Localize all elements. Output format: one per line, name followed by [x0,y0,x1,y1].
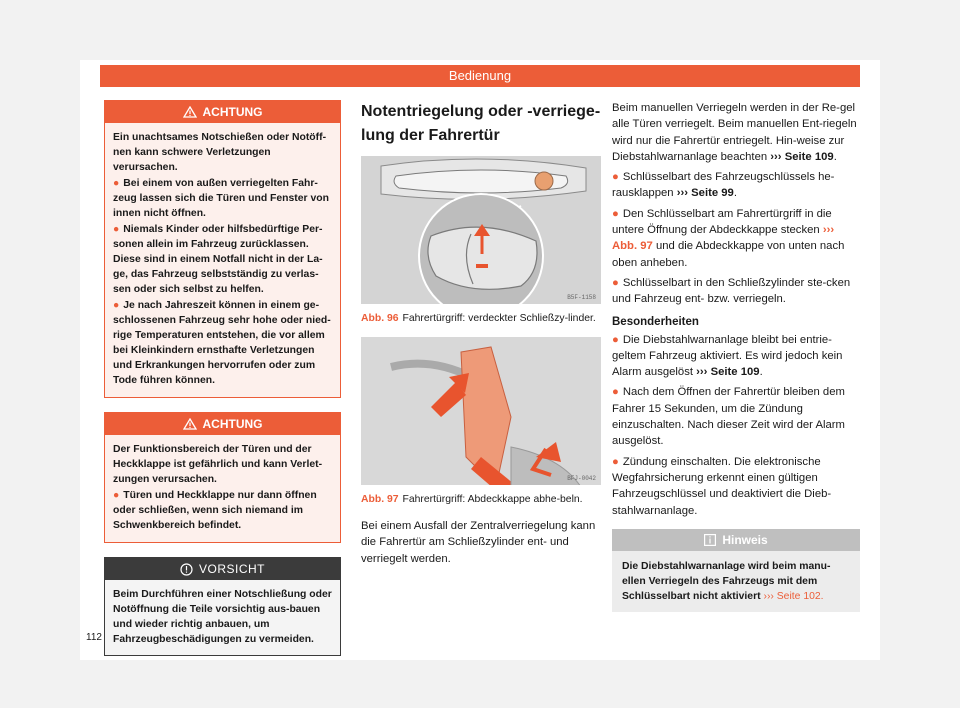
warning-triangle-icon [183,106,197,118]
instruction-paragraph: Beim manuellen Verriegeln werden in der Re-gel alle Türen verriegelt. Beim manuellen Ent-riegeln wird nur die Fahrertür entriegelt. Hin-weise zur Diebstahlwarnanlage beachten ››› Seite 109. [612,102,857,163]
warning-title: ACHTUNG [202,105,263,119]
figure-97 [361,337,601,485]
figure-label: Abb. 96 [361,313,399,324]
warning-triangle-icon [183,418,197,430]
figure-caption: Abb. 96 Fahrertürgriff: verdeckter Schließzy-linder. [361,313,596,324]
column-section [361,100,601,571]
door-handle-illustration [361,156,601,304]
warning-bullet: ● Türen und Heckklappe nur dann öffnen oder schließen, wenn sich niemand im Schwenkbereich befindet. [113,490,317,531]
special-item: ● Die Diebstahlwarnanlage bleibt bei entrie-geltem Fahrzeug aktiviert. Es wird jedoch kein Alarm ausgelöst ››› Seite 109. [612,333,843,379]
bullet-icon: ● [612,207,619,220]
warning-box-1 [104,100,341,398]
caution-box [104,557,341,656]
warning-intro: Der Funktionsbereich der Türen und der Heckklappe ist gefährlich und kann Verlet-zungen verursachen. [113,444,323,485]
section-intro: Bei einem Ausfall der Zentralverriegelung kann die Fahrertür am Schließzylinder ent- und verriegelt werden. [361,520,596,565]
instruction-step: ● Schlüsselbart in den Schließzylinder ste-cken und Fahrzeug ent- bzw. verriegeln. [612,276,851,306]
info-circle-icon [180,563,193,576]
bullet-icon: ● [113,300,120,311]
bullet-icon: ● [612,386,619,399]
bullet-icon: ● [113,178,120,189]
figure-label: Abb. 97 [361,494,399,505]
warning-intro: Ein unachtsames Notschießen oder Notöff-nen kann schwere Verletzungen verursachen. [113,132,327,173]
special-item: ● Nach dem Öffnen der Fahrertür bleiben dem Fahrer 15 Sekunden, um die Zündung einzuschalten. Nach dieser Zeit wird der Alarm ausgelöst. [612,386,845,448]
instruction-step: ● Schlüsselbart des Fahrzeugschlüssels he-rausklappen ››› Seite 99. [612,171,835,200]
figure-96 [361,156,601,304]
bullet-icon: ● [612,171,619,184]
bullet-icon: ● [612,333,619,346]
bullet-icon: ● [612,455,619,468]
special-item: ● Zündung einschalten. Die elektronische Wegfahrsicherung erkennt einen gültigen Fahrzeugschlüssel und deaktiviert die Dieb-stahlwarnanlage. [612,455,832,517]
warning-title: ACHTUNG [202,417,263,431]
warning-box-2 [104,412,341,543]
column-instructions [612,100,860,612]
bullet-icon: ● [113,224,120,235]
page-header: Bedienung [100,65,860,87]
hint-title: Hinweis [722,532,768,547]
column-warnings [104,100,341,656]
figure-reference-link[interactable]: ››› Abb. 97 [612,224,835,253]
page-number: 112 [86,632,102,643]
figure-caption: Abb. 97 Fahrertürgriff: Abdeckkappe abhe-beln. [361,494,583,505]
warning-bullet: ● Je nach Jahreszeit können in einem ge-schlossenen Fahrzeug sehr hohe oder nied-rige Temperaturen entstehen, die vor allem bei Kleinkindern ernsthafte Verletzungen und Erkrankungen hervorrufen oder zum Tode führen können. [113,300,331,386]
hint-text: Die Diebstahlwarnanlage wird beim manu-ellen Verriegeln des Fahrzeugs mit dem Schlüsselbart nicht aktiviert ››› Seite 102. [622,560,831,602]
page-reference-link[interactable]: ››› Seite 109 [696,366,760,379]
key-cap-illustration [361,337,601,485]
caution-title: VORSICHT [198,562,265,576]
warning-bullet: ● Niemals Kinder oder hilfsbedürftige Per-sonen allein im Fahrzeug zurücklassen. Diese sind in einem Notfall nicht in der La-ge, das Fahrzeug selbstständig zu verlas-sen oder sich selbst zu helfen. [113,224,323,295]
warning-bullet: ● Bei einem von außen verriegelten Fahr-zeug lassen sich die Türen und Fenster von innen nicht öffnen. [113,178,329,219]
caution-text: Beim Durchführen einer Notschließung oder Notöffnung die Teile vorsichtig aus-bauen und wieder richtig anbauen, um Fahrzeugbeschädigungen zu vermeiden. [113,589,332,645]
info-square-icon [704,534,716,546]
hint-box [612,529,860,612]
bullet-icon: ● [612,276,619,289]
figure-code: B5F-1158 [567,294,596,301]
subheading: Besonderheiten [612,315,699,328]
bullet-icon: ● [113,490,120,501]
page-reference-link[interactable]: ››› Seite 109 [770,150,834,163]
instruction-step: ● Den Schlüsselbart am Fahrertürgriff in die untere Öffnung der Abdeckkappe stecken ››› Abb. 97 und die Abdeckkappe von unten nach oben anheben. [612,207,845,269]
page-reference-link[interactable]: ››› Seite 102. [763,590,824,602]
page-reference-link[interactable]: ››› Seite 99 [676,187,734,200]
section-title: Notentriegelung oder -verriege-lung der Fahrertür [361,103,601,144]
figure-code: BFJ-0042 [567,475,596,482]
